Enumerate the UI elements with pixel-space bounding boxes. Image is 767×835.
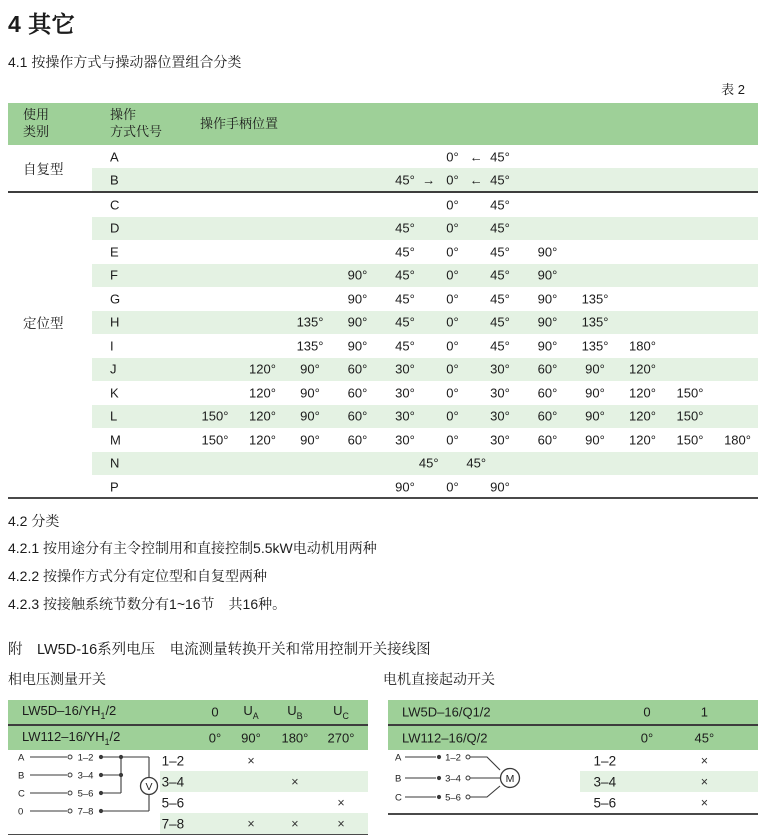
row-code: J bbox=[110, 361, 117, 377]
voltmeter-circuit-diagram bbox=[10, 744, 170, 835]
model-rows-divider bbox=[8, 724, 368, 726]
model-rows-divider bbox=[388, 724, 758, 726]
angle-cell: 150° bbox=[201, 408, 229, 424]
table-row-M bbox=[8, 428, 758, 452]
angle-cell: 60° bbox=[537, 408, 558, 424]
junction-dot bbox=[119, 773, 123, 777]
angle-cell: 90° bbox=[300, 361, 320, 377]
position-column-value: 180° bbox=[281, 730, 309, 746]
row-code: K bbox=[110, 385, 119, 401]
angle-cell: 45° bbox=[395, 220, 415, 236]
angle-cell: 180° bbox=[629, 338, 656, 354]
contact-pair-label: 3–4 bbox=[593, 774, 617, 789]
angle-cell: 90° bbox=[585, 361, 605, 377]
angle-cell: 90° bbox=[300, 432, 320, 448]
table-row-D bbox=[8, 217, 758, 241]
row-stripe bbox=[92, 311, 758, 335]
angle-cell: 0° bbox=[446, 267, 459, 283]
terminal-ring bbox=[68, 773, 72, 777]
angle-cell: 60° bbox=[347, 385, 368, 401]
angle-cell: 90° bbox=[300, 385, 320, 401]
table-row-K bbox=[8, 381, 758, 405]
contact-pair-label: 5–6 bbox=[161, 795, 185, 810]
angle-cell: 45° bbox=[395, 172, 415, 187]
motor-start-switch-title: 电机直接起动开关 bbox=[383, 671, 495, 687]
terminal-label: 5–6 bbox=[445, 792, 461, 804]
table-2-section-divider bbox=[8, 191, 758, 193]
angle-cell: 0° bbox=[446, 172, 459, 187]
row-code: C bbox=[110, 197, 120, 213]
page-title: 4 其它 bbox=[8, 11, 76, 37]
angle-cell: 150° bbox=[676, 432, 704, 448]
angle-cell: 0° bbox=[446, 338, 459, 354]
angle-cell: 150° bbox=[201, 432, 229, 448]
terminal-label: 3–4 bbox=[77, 770, 94, 782]
angle-cell: 30° bbox=[490, 361, 510, 377]
terminal-ring bbox=[68, 809, 72, 813]
row-stripe bbox=[92, 358, 758, 382]
terminal-label: 1–2 bbox=[77, 752, 94, 764]
angle-cell: 0° bbox=[446, 291, 459, 307]
angle-cell: 45° bbox=[395, 244, 415, 260]
angle-cell: 90° bbox=[537, 244, 558, 260]
terminal-dot bbox=[437, 755, 441, 759]
table-2 bbox=[8, 103, 758, 499]
angle-cell: 45° bbox=[395, 267, 415, 283]
angle-cell: 0° bbox=[446, 361, 459, 377]
table-row-L bbox=[8, 405, 758, 429]
angle-cell: 45° bbox=[490, 197, 510, 213]
position-column-value: 0° bbox=[208, 730, 222, 746]
motor-start-model-row bbox=[388, 700, 758, 724]
angle-cell: 60° bbox=[537, 432, 558, 448]
table-2-header bbox=[8, 103, 758, 145]
terminal-ring bbox=[68, 791, 72, 795]
table-row-F bbox=[8, 264, 758, 288]
row-code: B bbox=[110, 172, 119, 187]
closed-contact-mark: × bbox=[291, 816, 299, 831]
closed-contact-mark: × bbox=[700, 774, 708, 789]
section-4-2-1: 4.2.1 按用途分有主令控制用和直接控制5.5kW电动机用两种 bbox=[8, 540, 377, 556]
row-code: A bbox=[110, 149, 119, 164]
appendix-title: 附 LW5D-16系列电压 电流测量转换开关和常用控制开关接线图 bbox=[8, 642, 431, 658]
angle-cell: 0° bbox=[446, 408, 459, 424]
phase-label: B bbox=[18, 770, 25, 782]
row-code: I bbox=[110, 338, 114, 354]
motor-circuit-diagram bbox=[389, 747, 539, 811]
model-label: LW112–16/Q/2 bbox=[402, 730, 488, 746]
contact-pair-label: 1–2 bbox=[593, 753, 617, 768]
angle-cell: 90° bbox=[537, 267, 558, 283]
angle-cell: 60° bbox=[537, 361, 558, 377]
phase-label: C bbox=[395, 792, 402, 804]
table-row-I bbox=[8, 334, 758, 358]
angle-cell: 135° bbox=[581, 291, 609, 307]
angle-cell: 90° bbox=[395, 479, 415, 495]
direction-arrow-icon: ← bbox=[469, 149, 483, 164]
angle-cell: 90° bbox=[585, 432, 605, 448]
motor-letter: M bbox=[505, 773, 515, 785]
angle-cell: 45° bbox=[490, 338, 510, 354]
angle-cell: 60° bbox=[347, 408, 368, 424]
angle-cell: 180° bbox=[724, 432, 751, 448]
angle-cell: 135° bbox=[581, 314, 609, 330]
terminal-label: 5–6 bbox=[77, 788, 94, 800]
terminal-label: 3–4 bbox=[445, 773, 461, 785]
group-label-self-reset: 自复型 bbox=[23, 162, 64, 177]
angle-cell: 90° bbox=[347, 267, 368, 283]
angle-cell: 90° bbox=[300, 408, 320, 424]
row-code: E bbox=[110, 244, 119, 260]
header-operation-code-label: 操作 方式代号 bbox=[110, 107, 163, 139]
row-code: M bbox=[110, 432, 121, 448]
model-label: $LW5D-16/YH_1/2$ bbox=[22, 703, 117, 721]
closed-contact-mark: × bbox=[247, 753, 255, 768]
angle-cell: 0° bbox=[446, 479, 459, 495]
angle-cell: 45° bbox=[490, 291, 510, 307]
angle-cell: 120° bbox=[629, 408, 656, 424]
angle-cell: 0° bbox=[446, 244, 459, 260]
angle-cell: 120° bbox=[249, 408, 276, 424]
closed-contact-mark: × bbox=[291, 774, 299, 789]
table-row-P bbox=[8, 475, 758, 499]
contact-pair-label: 3–4 bbox=[161, 774, 185, 789]
angle-cell: 60° bbox=[537, 385, 558, 401]
angle-cell: 45° bbox=[490, 267, 510, 283]
angle-cell: 0° bbox=[446, 197, 459, 213]
closed-contact-mark: × bbox=[247, 816, 255, 831]
table-row-E bbox=[8, 240, 758, 264]
row-code: D bbox=[110, 220, 120, 236]
phase-label: C bbox=[18, 788, 25, 800]
row-code: P bbox=[110, 479, 119, 495]
row-stripe bbox=[92, 217, 758, 241]
table-row-H bbox=[8, 311, 758, 335]
voltmeter-letter: V bbox=[145, 780, 153, 793]
phase-label: B bbox=[395, 773, 402, 785]
angle-cell: 30° bbox=[490, 432, 510, 448]
section-4-2-3: 4.2.3 按接触系统节数分有1~16节 共16种。 bbox=[8, 596, 287, 612]
angle-cell: 30° bbox=[395, 432, 415, 448]
angle-cell: 90° bbox=[347, 291, 368, 307]
angle-cell: 120° bbox=[629, 432, 656, 448]
closed-contact-mark: × bbox=[700, 795, 708, 810]
angle-cell: 45° bbox=[466, 455, 487, 471]
angle-cell: 0° bbox=[446, 149, 459, 164]
row-stripe bbox=[160, 771, 368, 792]
phase-voltage-model-row bbox=[8, 700, 368, 724]
position-column-value: $U_C$ bbox=[333, 703, 349, 721]
angle-cell: 135° bbox=[296, 314, 324, 330]
group-label-positioning: 定位型 bbox=[23, 316, 64, 332]
angle-cell: 120° bbox=[629, 361, 656, 377]
contact-pair-label: 1–2 bbox=[161, 753, 185, 768]
terminal-ring bbox=[68, 755, 72, 759]
terminal-label: 1–2 bbox=[445, 752, 461, 764]
table-2-caption: 表 2 bbox=[721, 82, 745, 97]
angle-cell: 30° bbox=[490, 385, 510, 401]
phase-label: A bbox=[18, 752, 25, 764]
position-column-value: 90° bbox=[241, 730, 261, 746]
section-4-1-heading: 4.1 按操作方式与操动器位置组合分类 bbox=[8, 54, 242, 70]
angle-cell: 45° bbox=[395, 314, 415, 330]
angle-cell: 30° bbox=[395, 385, 415, 401]
closed-contact-mark: × bbox=[337, 816, 345, 831]
terminal-ring bbox=[466, 795, 470, 799]
angle-cell: 120° bbox=[629, 385, 656, 401]
model-label: LW5D–16/Q1/2 bbox=[402, 704, 491, 720]
table-row-N bbox=[8, 452, 758, 476]
contact-pair-label: 7–8 bbox=[161, 816, 185, 831]
row-code: G bbox=[110, 291, 121, 307]
angle-cell: 45° bbox=[490, 220, 510, 236]
terminal-dot bbox=[437, 795, 441, 799]
angle-cell: 60° bbox=[347, 361, 368, 377]
angle-cell: 90° bbox=[347, 338, 368, 354]
row-code: F bbox=[110, 267, 118, 283]
table-2-bottom-border bbox=[8, 497, 758, 499]
angle-cell: 90° bbox=[585, 385, 605, 401]
row-code: L bbox=[110, 408, 118, 424]
table-row-G bbox=[8, 287, 758, 311]
terminal-label: 7–8 bbox=[77, 806, 94, 818]
angle-cell: 45° bbox=[395, 338, 415, 354]
section-4-2-heading: 4.2 分类 bbox=[8, 513, 60, 529]
header-usage-category-label: 使用 类别 bbox=[23, 107, 50, 139]
angle-cell: 150° bbox=[676, 385, 704, 401]
angle-cell: 90° bbox=[347, 314, 368, 330]
phase-label: 0 bbox=[18, 806, 24, 818]
angle-cell: 90° bbox=[585, 408, 605, 424]
header-handle-position-label: 操作手柄位置 bbox=[200, 115, 279, 131]
section-4-2-2: 4.2.2 按操作方式分有定位型和自复型两种 bbox=[8, 568, 268, 584]
position-column-value: 1 bbox=[700, 704, 708, 720]
angle-cell: 45° bbox=[490, 314, 510, 330]
position-column-value: 270° bbox=[327, 730, 355, 746]
angle-cell: 90° bbox=[490, 479, 510, 495]
table-row-C bbox=[8, 193, 758, 217]
angle-cell: 135° bbox=[296, 338, 324, 354]
angle-cell: 90° bbox=[537, 338, 558, 354]
angle-cell: 60° bbox=[347, 432, 368, 448]
direction-arrow-icon: → bbox=[422, 172, 436, 187]
angle-cell: 150° bbox=[676, 408, 704, 424]
phase-voltage-switch-title: 相电压测量开关 bbox=[8, 671, 106, 687]
angle-cell: 0° bbox=[446, 385, 459, 401]
angle-cell: 0° bbox=[446, 220, 459, 236]
row-code: N bbox=[110, 455, 120, 471]
angle-cell: 45° bbox=[490, 172, 510, 187]
terminal-dot bbox=[437, 776, 441, 780]
angle-cell: 0° bbox=[446, 432, 459, 448]
model-label: $LW112-16/YH_1/2$ bbox=[22, 729, 121, 747]
position-column-value: 0° bbox=[640, 730, 654, 746]
junction-dot bbox=[119, 755, 123, 759]
wire bbox=[470, 757, 500, 770]
angle-cell: 90° bbox=[537, 314, 558, 330]
motor-start-bottom-border bbox=[388, 813, 758, 815]
angle-cell: 45° bbox=[490, 244, 510, 260]
position-column-value: 45° bbox=[694, 730, 715, 746]
position-column-value: $U_A$ bbox=[243, 703, 259, 721]
angle-cell: 30° bbox=[395, 361, 415, 377]
phase-label: A bbox=[395, 752, 402, 764]
row-code: H bbox=[110, 314, 120, 330]
angle-cell: 135° bbox=[581, 338, 609, 354]
row-stripe bbox=[92, 264, 758, 288]
table-row-J bbox=[8, 358, 758, 382]
position-column-value: 0 bbox=[211, 704, 219, 720]
table-row-A bbox=[8, 145, 758, 168]
direction-arrow-icon: ← bbox=[469, 172, 483, 187]
position-column-value: 0 bbox=[643, 704, 651, 720]
angle-cell: 45° bbox=[490, 149, 510, 164]
position-column-value: $U_B$ bbox=[287, 703, 303, 721]
angle-cell: 30° bbox=[490, 408, 510, 424]
closed-contact-mark: × bbox=[700, 753, 708, 768]
angle-cell: 120° bbox=[249, 385, 276, 401]
angle-cell: 0° bbox=[446, 314, 459, 330]
angle-cell: 45° bbox=[395, 291, 415, 307]
terminal-ring bbox=[466, 776, 470, 780]
angle-cell: 120° bbox=[249, 361, 276, 377]
wire bbox=[470, 786, 500, 797]
row-stripe bbox=[92, 405, 758, 429]
angle-cell: 120° bbox=[249, 432, 276, 448]
angle-cell: 45° bbox=[418, 455, 439, 471]
closed-contact-mark: × bbox=[337, 795, 345, 810]
angle-cell: 90° bbox=[537, 291, 558, 307]
terminal-ring bbox=[466, 755, 470, 759]
contact-pair-label: 5–6 bbox=[593, 795, 617, 810]
angle-cell: 30° bbox=[395, 408, 415, 424]
table-row-B bbox=[8, 168, 758, 191]
